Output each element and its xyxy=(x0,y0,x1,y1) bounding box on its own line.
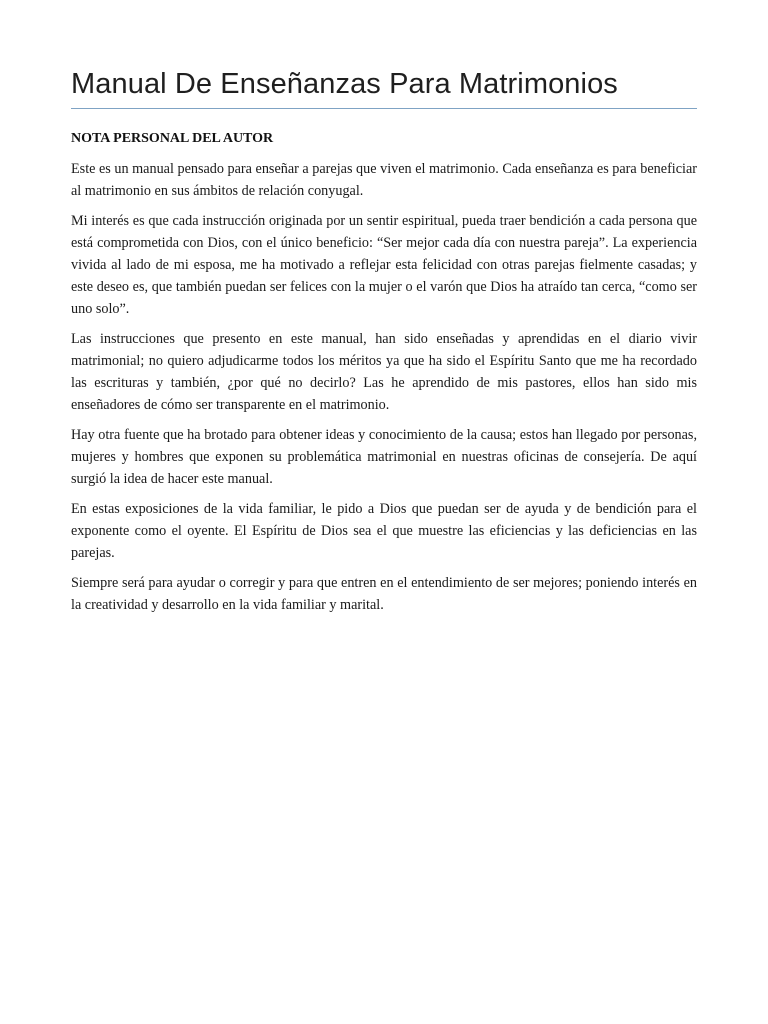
paragraph-2: Mi interés es que cada instrucción originada por un sentir espiritual, pueda traer bendición a cada persona que está comprometida con Dios, con el único beneficio: “Ser mejor cada día con nuestra pareja”. La experiencia vivida al lado de mi esposa, me ha motivado a reflejar esta felicidad con otras parejas fielmente casadas; y este deseo es, que también puedan ser felices con la mujer o el varón que Dios ha atraído tan cerca, “como ser uno solo”. xyxy=(71,213,697,317)
paragraph-5: En estas exposiciones de la vida familiar, le pido a Dios que puedan ser de ayuda y de bendición para el exponente como el oyente. El Espíritu de Dios sea el que muestre las eficiencias y las deficiencias en las parejas. xyxy=(71,501,697,561)
paragraph-6: Siempre será para ayudar o corregir y para que entren en el entendimiento de ser mejores; poniendo interés en la creatividad y desarrollo en la vida familiar y marital. xyxy=(71,575,697,613)
paragraph-4: Hay otra fuente que ha brotado para obtener ideas y conocimiento de la causa; estos han llegado por personas, mujeres y hombres que exponen su problemática matrimonial en nuestras oficinas de consejería. De aquí surgió la idea de hacer este manual. xyxy=(71,427,697,487)
section-heading: NOTA PERSONAL DEL AUTOR xyxy=(71,131,274,146)
document-page xyxy=(71,66,697,624)
paragraph-3: Las instrucciones que presento en este manual, han sido enseñadas y aprendidas en el diario vivir matrimonial; no quiero adjudicarme todos los méritos ya que ha sido el Espíritu Santo que me ha recordado las escrituras y también, ¿por qué no decirlo? Las he aprendido de mis pastores, ellos han sido mis enseñadores de cómo ser transparente en el matrimonio. xyxy=(71,331,697,413)
paragraph-1: Este es un manual pensado para enseñar a parejas que viven el matrimonio. Cada enseñanza es para beneficiar al matrimonio en sus ámbitos de relación conyugal. xyxy=(71,161,697,199)
document-title: Manual De Enseñanzas Para Matrimonios xyxy=(71,66,697,109)
